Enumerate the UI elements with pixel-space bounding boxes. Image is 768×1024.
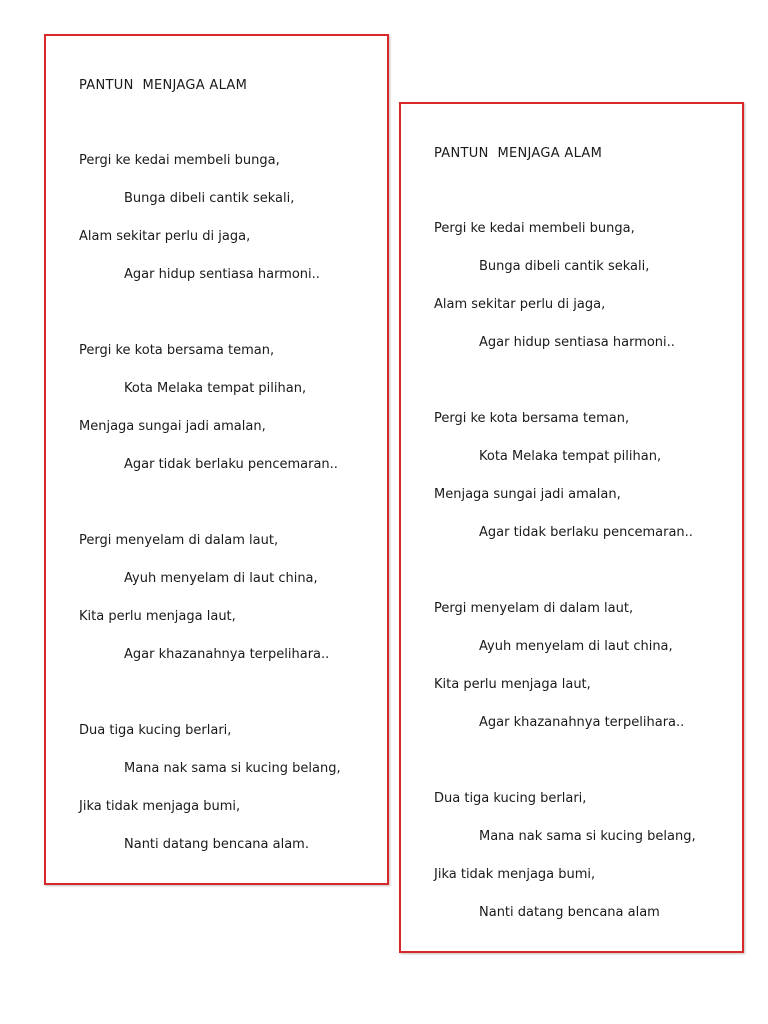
poem-line: Kota Melaka tempat pilihan, [479,449,662,464]
stanza-3 [79,534,341,686]
poem-line: Dua tiga kucing berlari, [79,723,232,738]
poem-line: Bunga dibeli cantik sekali, [124,191,295,206]
poem-line: Agar hidup sentiasa harmoni.. [479,335,675,350]
poem-line: Kita perlu menjaga laut, [434,677,591,692]
poem-line: Pergi menyelam di dalam laut, [79,533,279,548]
poem-card-2 [399,102,744,953]
poem-line: Nanti datang bencana alam [479,905,660,920]
poem-line: Ayuh menyelam di laut china, [124,571,318,586]
poem-line: Kota Melaka tempat pilihan, [124,381,307,396]
poem-line: Alam sekitar perlu di jaga, [79,229,251,244]
poem-line: Menjaga sungai jadi amalan, [79,419,266,434]
stanza-list [79,154,341,914]
poem-line: Ayuh menyelam di laut china, [479,639,673,654]
poem-line: Agar khazanahnya terpelihara.. [124,647,330,662]
stanza-3 [434,602,696,754]
poem-line: Mana nak sama si kucing belang, [124,761,341,776]
stanza-list [434,222,696,982]
stanza-4 [434,792,696,944]
poem-line: Jika tidak menjaga bumi, [434,867,596,882]
stanza-4 [79,724,341,876]
poem-line: Kita perlu menjaga laut, [79,609,236,624]
poem-line: Pergi ke kota bersama teman, [79,343,275,358]
poem-line: Mana nak sama si kucing belang, [479,829,696,844]
poem-card-1 [44,34,389,885]
poem-line: Bunga dibeli cantik sekali, [479,259,650,274]
poem-line: Agar khazanahnya terpelihara.. [479,715,685,730]
poem-line: Pergi menyelam di dalam laut, [434,601,634,616]
poem-title: PANTUN MENJAGA ALAM [434,146,603,161]
stanza-1 [79,154,341,306]
poem-line: Pergi ke kedai membeli bunga, [79,153,280,168]
stanza-2 [434,412,696,564]
poem-line: Dua tiga kucing berlari, [434,791,587,806]
poem-line: Agar hidup sentiasa harmoni.. [124,267,320,282]
poem-line: Pergi ke kedai membeli bunga, [434,221,635,236]
poem-line: Pergi ke kota bersama teman, [434,411,630,426]
poem-line: Agar tidak berlaku pencemaran.. [124,457,338,472]
poem-line: Agar tidak berlaku pencemaran.. [479,525,693,540]
stanza-2 [79,344,341,496]
poem-line: Alam sekitar perlu di jaga, [434,297,606,312]
poem-line: Jika tidak menjaga bumi, [79,799,241,814]
poem-line: Menjaga sungai jadi amalan, [434,487,621,502]
stanza-1 [434,222,696,374]
poem-line: Nanti datang bencana alam. [124,837,309,852]
poem-title: PANTUN MENJAGA ALAM [79,78,248,93]
